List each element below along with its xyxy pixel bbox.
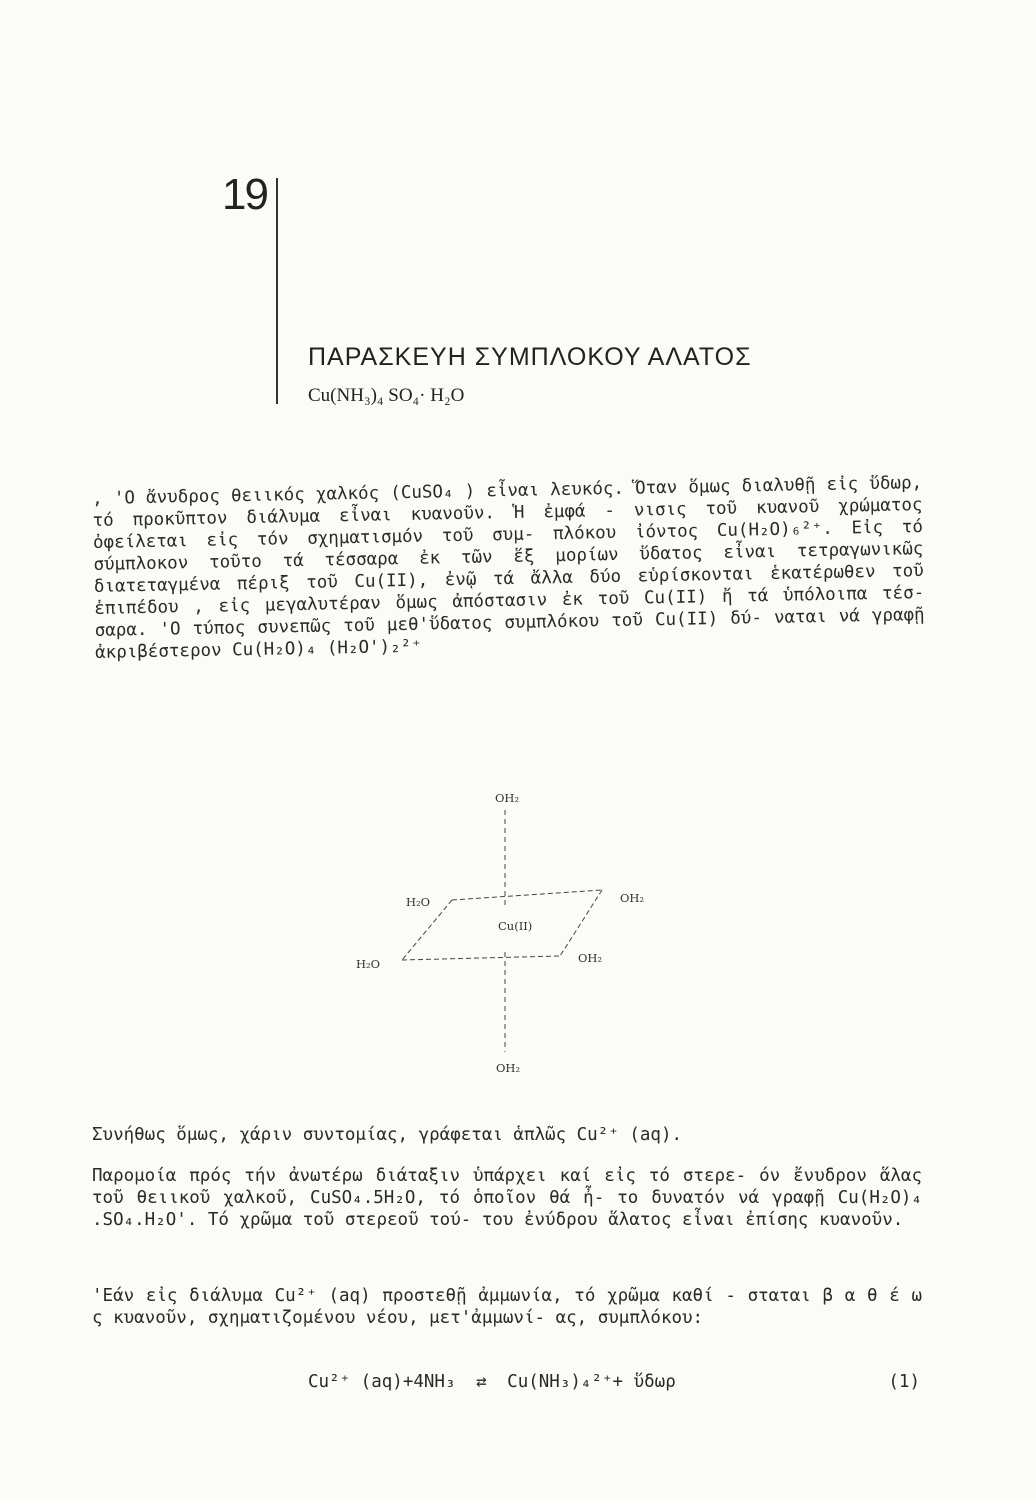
central-metal: Cu(II) <box>498 919 533 933</box>
plane-right-edge <box>560 890 602 956</box>
plane-front-edge <box>402 956 560 960</box>
ligand-bottom: OH₂ <box>496 1061 521 1075</box>
equilibrium-arrow-icon: ⇄ <box>476 1372 487 1392</box>
equation-number: (1) <box>888 1372 920 1392</box>
paragraph-solid-salt: Παρομοία πρός τήν ἀνωτέρω διάταξιν ὑπάρχει καί εἰς τό στερε- όν ἔνυδρον ἅλας τοῦ θειικοῦ χαλκοῦ, CuSO₄.5H₂O, τό ὁποῖον θά ἦ- το δυνατόν νά γραφῇ Cu(H₂O)₄ .SO₄.H₂O'. Τό χρῶμα τοῦ στερεοῦ τού- του ἐνύδρου ἅλατος εἶναι ἐπίσης κυανοῦν. <box>92 1166 922 1230</box>
ligand-top: OH₂ <box>495 791 520 805</box>
equation-right: Cu(NH₃)₄²⁺+ ὕδωρ <box>507 1372 676 1392</box>
plane-back-edge <box>452 890 602 900</box>
plane-left-edge <box>402 900 452 960</box>
chapter-title: ΠΑΡΑΣΚΕΥΗ ΣΥΜΠΛΟΚΟΥ ΑΛΑΤΟΣ <box>308 343 752 371</box>
ligand-front-left: H₂O <box>356 957 381 971</box>
ligand-back-left: H₂O <box>406 895 431 909</box>
ligand-back-right: OH₂ <box>620 891 645 905</box>
equation-1 <box>308 1372 920 1392</box>
octahedral-complex-diagram <box>340 780 670 1080</box>
paragraph-short-notation: Συνήθως ὅμως, χάριν συντομίας, γράφεται ἁπλῶς Cu²⁺ (aq). <box>92 1125 683 1145</box>
paragraph-ammonia: 'Εάν εἰς διάλυμα Cu²⁺ (aq) προστεθῇ ἀμμωνία, τό χρῶμα καθί - σταται β α θ έ ω ς κυανοῦν, σχηματιζομένου νέου, μετ'ἀμμωνί- ας, συμπλόκου: <box>92 1286 922 1328</box>
paragraph-intro: , 'Ο ἄνυδρος θειικός χαλκός (CuSO₄ ) εἶναι λευκός. Ὅταν ὅμως διαλυθῇ εἰς ὕδωρ, τό προκῦπτον διάλυμα εἶναι κυανοῦν. Ἡ ἐμφά - νισις τοῦ κυανοῦ χρώματος ὀφείλεται εἰς τόν σχηματισμόν τοῦ συμ- πλόκου ἰόντος Cu(H₂O)₆²⁺. Εἰς τό σύμπλοκον τοῦτο τά τέσσαρα ἐκ τῶν ἕξ μορίων ὕδατος εἶναι τετραγωνικῶς διατεταγμένα πέριξ τοῦ Cu(II), ἐνῷ τά ἄλλα δύο εὑρίσκονται ἑκατέρωθεν τοῦ ἐπιπέδου , εἰς μεγαλυτέραν ὅμως ἀπόστασιν ἐκ τοῦ Cu(II) ἤ τά ὑπόλοιπα τέσ- σαρα. 'Ο τύπος συνεπῶς τοῦ μεθ'ὕδατος συμπλόκου τοῦ Cu(II) δύ- ναται νά γραφῇ ἀκριβέστερον Cu(H₂O)₄ (H₂O')₂²⁺ <box>92 473 925 663</box>
equation-left: Cu²⁺ (aq)+4NH₃ <box>308 1372 456 1392</box>
chapter-number: 19 <box>222 170 267 219</box>
chapter-divider <box>276 178 278 404</box>
chapter-formula: Cu(NH₃)₄ SO₄· H₂O <box>308 385 465 406</box>
ligand-front-right: OH₂ <box>578 951 603 965</box>
